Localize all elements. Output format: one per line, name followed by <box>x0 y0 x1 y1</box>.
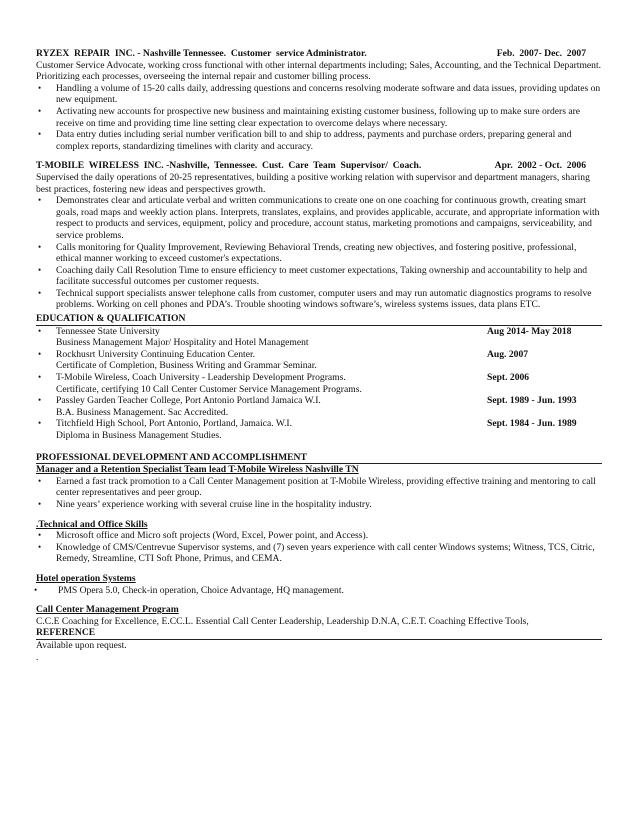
list-item <box>36 83 602 106</box>
job-summary: Supervised the daily operations of 20-25 representatives, building a positive working relation with supervisor and department managers, sharing best practices, fostering new ideas and perspectives growth. <box>36 171 590 195</box>
education-list <box>36 326 602 442</box>
list-item <box>36 476 602 499</box>
hotel-heading: Hotel operation Systems <box>36 572 136 584</box>
bullet-icon: • <box>38 395 42 406</box>
manager-bullets <box>36 476 602 511</box>
list-item-text: Handling a volume of 15-20 calls daily, addressing questions and concerns resolving moderate software and data issues, providing updates on new equipment. <box>56 82 601 106</box>
reference-text: Available upon request. <box>36 639 127 651</box>
list-item-text: Coaching daily Call Resolution Time to ensure efficiency to meet customer expectations, Taking ownership and accountability to help and facilitate successful outcomes per customer requests. <box>56 264 588 288</box>
education-detail: Business Management Major/ Hospitality and Hotel Management <box>56 337 309 349</box>
education-item <box>36 349 602 372</box>
education-item <box>36 326 602 349</box>
spacer <box>36 596 602 604</box>
education-item <box>36 418 602 441</box>
education-school: Titchfield High School, Port Antonio, Portland, Jamaica. W.I. <box>56 418 293 430</box>
bullet-icon: • <box>38 348 42 359</box>
list-item <box>36 542 602 565</box>
professional-heading: PROFESSIONAL DEVELOPMENT AND ACCOMPLISHMENT <box>36 452 602 465</box>
bullet-icon: • <box>38 241 42 252</box>
education-item <box>36 372 602 395</box>
technical-bullets <box>36 530 602 565</box>
list-item <box>36 265 602 288</box>
list-item-text: Calls monitoring for Quality Improvement, Reviewing Behavioral Trends, creating new objectives, and fostering positive, professional, ethical manner working to exceed customer's expectations. <box>56 241 577 265</box>
bullet-icon: • <box>38 264 42 275</box>
bullet-icon: • <box>38 287 42 298</box>
spacer <box>36 152 602 160</box>
education-date: Sept. 2006 <box>487 372 530 384</box>
bullet-icon: • <box>38 475 42 486</box>
list-item <box>36 242 602 265</box>
list-item <box>36 195 602 241</box>
job-date: Feb. 2007- Dec. 2007 <box>496 48 586 59</box>
education-date: Sept. 1989 - Jun. 1993 <box>487 395 577 407</box>
hotel-bullets <box>36 585 602 597</box>
education-school: Passley Garden Teacher College, Port Antonio Portland Jamaica W.I. <box>56 395 321 407</box>
list-item <box>36 129 602 152</box>
spacer <box>36 442 602 450</box>
manager-heading: Manager and a Retention Specialist Team lead T-Mobile Wireless Nashville TN <box>36 464 359 476</box>
list-item <box>36 288 602 311</box>
list-item-text: Earned a fast track promotion to a Call Center Management position at T-Mobile Wireless, providing effective training and mentoring to call center representatives and peer group. <box>56 475 596 499</box>
education-detail: Certificate, certifying 10 Call Center Customer Service Management Programs. <box>56 383 362 395</box>
list-item-text: Data entry duties including serial number verification bill to and ship to address, payments and purchase orders, preparing general and complex reports, standardizing timelines with clarity and accuracy. <box>56 129 572 152</box>
list-item <box>36 499 602 511</box>
list-item-text: Knowledge of CMS/Centrevue Supervisor systems, and (7) seven years experience with call center Windows systems; Witness, TCS, Citric, Remedy, Streamline, CTI Soft Phone, Primus, and CEMA. <box>56 541 595 565</box>
reference-trailing: . <box>36 651 39 663</box>
education-school: Rockhusrt University Continuing Education Center. <box>56 348 256 360</box>
job-title: T-MOBILE WIRELESS INC. -Nashville, Tennessee. Cust. Care Team Supervisor/ Coach. <box>36 160 422 172</box>
list-item-text: PMS Opera 5.0, Check-in operation, Choice Advantage, HQ management. <box>58 584 344 596</box>
job-bullets <box>36 195 602 311</box>
bullet-icon: • <box>38 325 42 336</box>
bullet-icon: • <box>38 418 42 429</box>
job-tmobile <box>36 160 602 311</box>
education-school: Tennessee State University <box>56 325 160 337</box>
education-detail: B.A. Business Management. Sac Accredited. <box>56 406 229 418</box>
job-header <box>36 160 602 172</box>
bullet-icon: • <box>38 129 42 140</box>
job-title: RYZEX REPAIR INC. - Nashville Tennessee. Customer service Administrator. <box>36 48 367 59</box>
list-item <box>36 585 602 597</box>
list-item-text: Nine years’ experience working with several cruise line in the hospitality industry. <box>56 498 372 510</box>
education-detail: Diploma in Business Management Studies. <box>56 430 222 441</box>
job-date: Apr. 2002 - Oct. 2006 <box>494 160 586 172</box>
list-item <box>36 106 602 129</box>
education-school: T-Mobile Wireless, Coach University - Leadership Development Programs. <box>56 372 346 384</box>
spacer <box>36 511 602 519</box>
job-bullets <box>36 83 602 153</box>
reference-heading: REFERENCE <box>36 627 602 640</box>
callcenter-text: C.C.E Coaching for Excellence, E.CC.L. Essential Call Center Leadership, Leadership D.N.A, C.E.T. Coaching Effective Tools, <box>36 615 529 627</box>
bullet-icon: • <box>34 584 38 595</box>
education-heading: EDUCATION & QUALIFICATION <box>36 313 602 326</box>
list-item-text: Microsoft office and Micro soft projects (Word, Excel, Power point, and Access). <box>56 530 369 542</box>
education-item <box>36 395 602 418</box>
education-detail: Certificate of Completion, Business Writing and Grammar Seminar. <box>56 360 317 372</box>
bullet-icon: • <box>38 372 42 383</box>
list-item-text: Demonstrates clear and articulate verbal and written communications to create one on one coaching for continuous growth, creating smart goals, road maps and weekly action plans. Interprets, translates, explains, and provides applicable, accurate, and appropriate information with respect to products and services, equipment, policy and procedure, account status, marketing promotions and campaigns, serviceability, and service problems. <box>56 195 600 241</box>
education-date: Sept. 1984 - Jun. 1989 <box>487 418 577 430</box>
bullet-icon: • <box>38 498 42 509</box>
job-summary: Customer Service Advocate, working cross functional with other internal departments including; Sales, Accounting, and the Technical Department. Prioritizing each processes, overseeing the internal repair and customer billing process. <box>36 59 602 83</box>
technical-heading: .Technical and Office Skills <box>36 518 148 530</box>
spacer <box>36 565 602 573</box>
job-ryzex <box>36 48 602 152</box>
bullet-icon: • <box>38 530 42 541</box>
list-item-text: Technical support specialists answer telephone calls from customer, computer users and may run automatic diagnostics programs to resolve problems. Working on cell phones and PDA’s. Trouble shooting windows software’s, wireless systems issues, data plans ETC. <box>56 287 592 311</box>
list-item-text: Activating new accounts for prospective new business and maintaining existing customer business, following up to make sure orders are receive on time and providing time line setting clear expectation to overcome delays where necessary. <box>56 105 581 129</box>
bullet-icon: • <box>38 82 42 93</box>
callcenter-heading: Call Center Management Program <box>36 604 179 616</box>
bullet-icon: • <box>38 541 42 552</box>
bullet-icon: • <box>38 195 42 206</box>
job-header <box>36 48 602 60</box>
bullet-icon: • <box>38 105 42 116</box>
education-date: Aug. 2007 <box>487 348 529 360</box>
list-item <box>36 530 602 542</box>
education-date: Aug 2014- May 2018 <box>487 325 572 337</box>
